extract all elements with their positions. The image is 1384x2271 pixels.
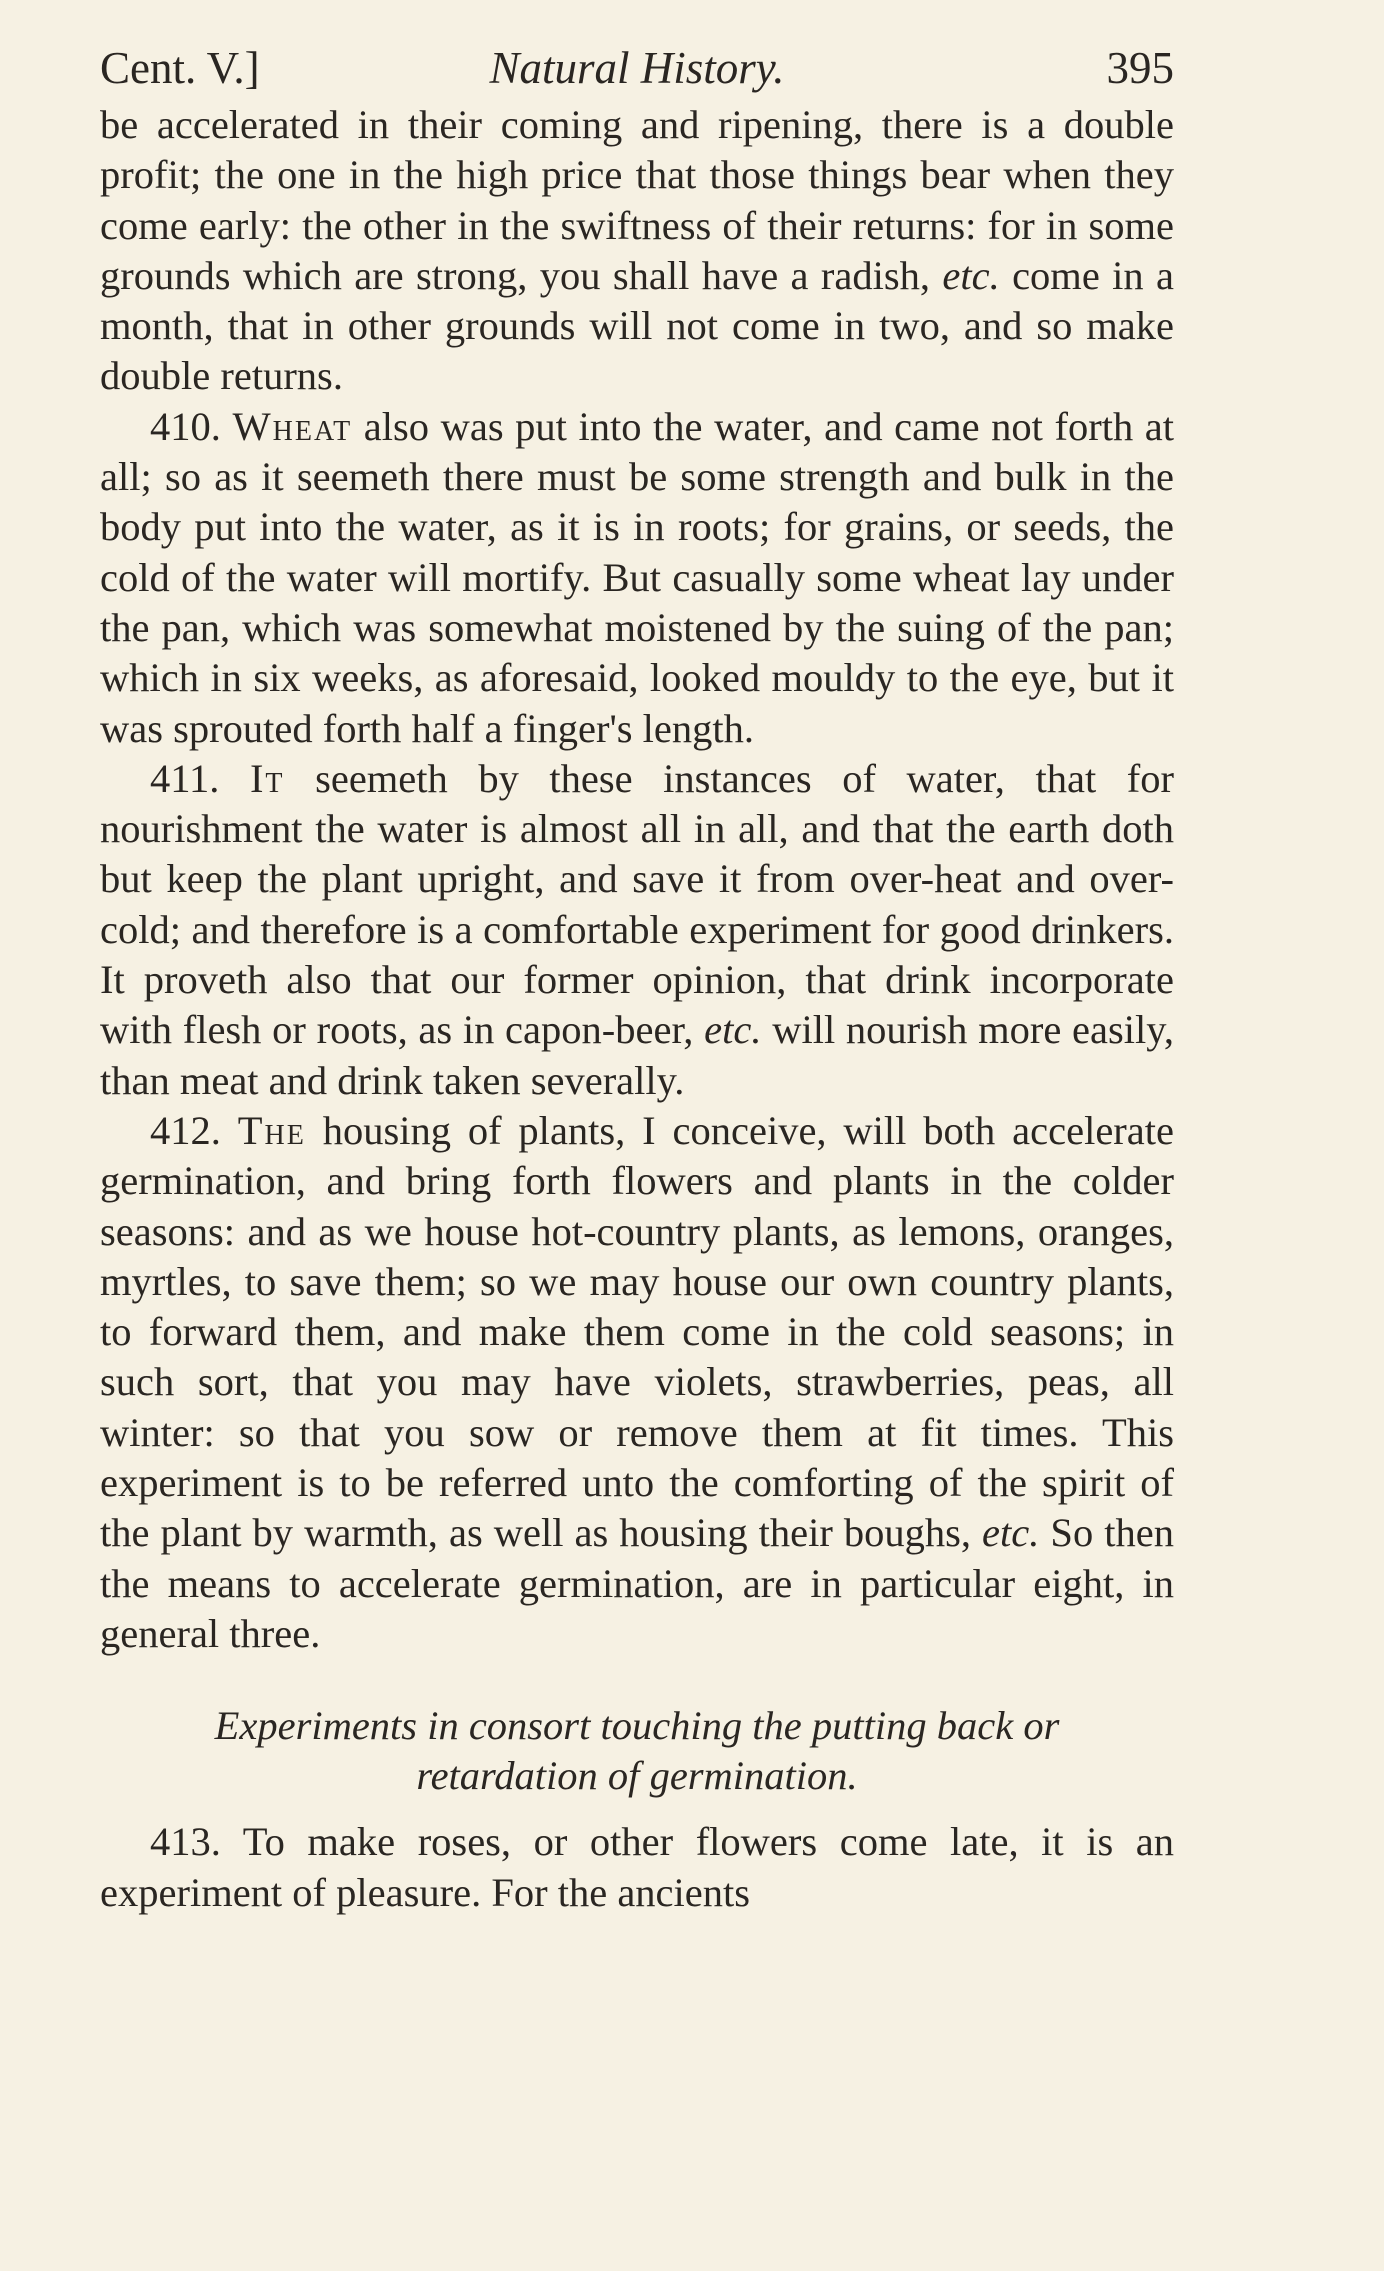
paragraph-411: 411. It seemeth by these instances of water, that for nourishment the water is almost all in all, and that the earth doth but keep the plant upright, and save it from over-heat and over-cold; and therefore is a comfortable experiment for good drinkers. It proveth also that our former opinion, that drink incorporate with flesh or roots, as in capon-beer, etc. will nourish more easily, than meat and drink taken severally. <box>100 755 1174 1103</box>
paragraph-413: 413. To make roses, or other flowers come late, it is an experiment of pleasure. For the ancients <box>100 1819 1174 1915</box>
paragraph-410: 410. Wheat also was put into the water, and came not forth at all; so as it seemeth there must be some strength and bulk in the body put into the water, as it is in roots; for grains, or seeds, the cold of the water will mortify. But casually some wheat lay under the pan, which was somewhat moistened by the suing of the pan; which in six weeks, as aforesaid, looked mouldy to the eye, but it was sprouted forth half a finger's length. <box>100 403 1175 751</box>
header-section: Cent. V.] <box>100 43 260 93</box>
paragraph-number: 411. <box>150 755 220 801</box>
paragraph-number: 413. <box>150 1819 221 1865</box>
lead-word: Wheat <box>232 403 353 449</box>
section-heading <box>100 1701 1174 1801</box>
lead-word: The <box>237 1107 306 1153</box>
running-header <box>100 38 1174 98</box>
paragraph-number: 412. <box>150 1107 221 1153</box>
lead-word: It <box>249 755 285 801</box>
paragraph-number: 410. <box>150 403 221 449</box>
header-title: Natural History. <box>489 43 785 93</box>
body-text <box>100 100 1174 1918</box>
paragraph-continued: be accelerated in their coming and ripening, there is a double profit; the one in the high price that those things bear when they come early: the other in the swiftness of their returns: for in some grounds which are strong, you shall have a radish, etc. come in a month, that in other grounds will not come in two, and so make double returns. <box>100 102 1175 399</box>
paragraph-412: 412. The housing of plants, I conceive, will both accelerate germination, and bring forth flowers and plants in the colder seasons: and as we house hot-country plants, as lemons, oranges, myrtles, to save them; so we may house our own country plants, to forward them, and make them come in the cold seasons; in such sort, that you may have violets, strawberries, peas, all winter: so that you sow or remove them at fit times. This experiment is to be referred unto the comforting of the spirit of the plant by warmth, as well as housing their boughs, etc. So then the means to accelerate germination, are in particular eight, in general three. <box>100 1107 1174 1656</box>
book-page <box>100 38 1174 1918</box>
section-heading-line1: Experiments in consort touching the putting back or <box>214 1703 1060 1749</box>
section-heading-line2: retardation of germination. <box>416 1753 858 1799</box>
page-number: 395 <box>1106 43 1174 93</box>
